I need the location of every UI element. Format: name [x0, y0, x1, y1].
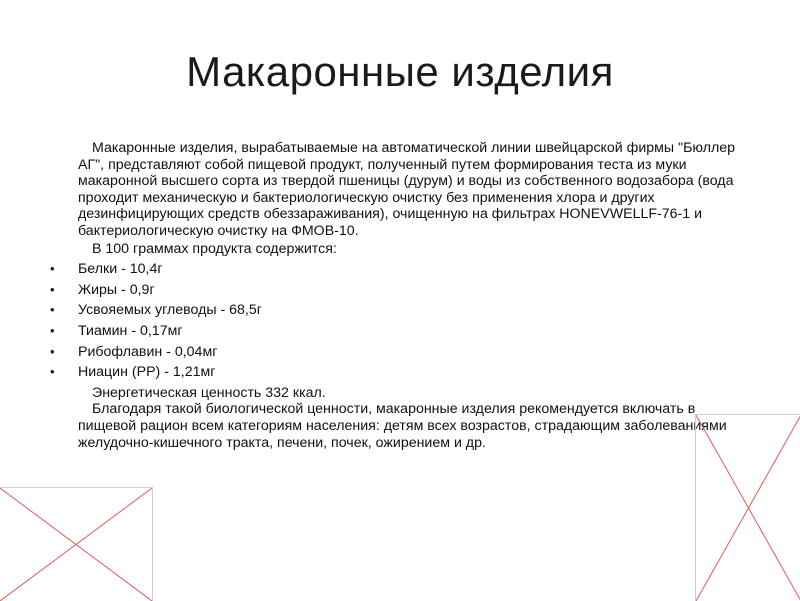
broken-image-icon — [696, 415, 800, 601]
bullet-dot-icon: • — [50, 302, 55, 318]
list-item — [50, 343, 738, 361]
nutrient-text: Усвояемых углеводы - 68,5г — [78, 302, 262, 319]
description-paragraph: Макаронные изделия, вырабатываемые на автоматической линии швейцарской фирмы "Бюллер АГ", представляют собой пищевой продукт, полученный путем формирования теста из муки макаронной высшего сорта из твердой пшеницы (дурум) и воды из собственного водозабора (вода проходит механическую и бактериологическую очистку без применения хлора и других дезинфицирующих средств обеззараживания), очищенную на фильтрах HONEVWELLF-76-1 и бактериологическую очистку на ФМОВ-10. — [78, 140, 736, 239]
nutrient-text: Жиры - 0,9г — [78, 281, 155, 298]
bullet-dot-icon: • — [50, 261, 55, 277]
broken-image-icon — [0, 488, 152, 601]
recommendation-paragraph: Благодаря такой биологической ценности, макаронные изделия рекомендуется включать в пищевой рацион всем категориям населения: детям всех возрастов, страдающим заболеваниями желудочно-кишечного тракта, печени, почек, ожирением и др. — [78, 401, 727, 451]
slide-title: Макаронные изделия — [186, 48, 614, 95]
slide-body — [50, 140, 738, 451]
nutrient-text: Рибофлавин - 0,04мг — [78, 343, 218, 360]
nutrition-intro: В 100 граммах продукта содержится: — [92, 240, 337, 257]
bullet-dot-icon: • — [50, 343, 55, 359]
list-item — [50, 281, 738, 299]
nutrient-text: Тиамин - 0,17мг — [78, 322, 183, 339]
bullet-dot-icon: • — [50, 281, 55, 297]
energy-value: Энергетическая ценность 332 ккал. — [92, 384, 326, 401]
nutrient-text: Ниацин (PP) - 1,21мг — [78, 364, 216, 381]
image-placeholder-right — [695, 414, 800, 601]
bullet-dot-icon: • — [50, 364, 55, 380]
list-item — [50, 322, 738, 340]
list-item — [50, 302, 738, 319]
nutrient-list — [50, 261, 738, 381]
list-item — [50, 364, 738, 381]
nutrient-text: Белки - 10,4г — [78, 261, 163, 278]
image-placeholder-left — [0, 487, 153, 601]
list-item — [50, 261, 738, 278]
bullet-dot-icon: • — [50, 322, 55, 338]
